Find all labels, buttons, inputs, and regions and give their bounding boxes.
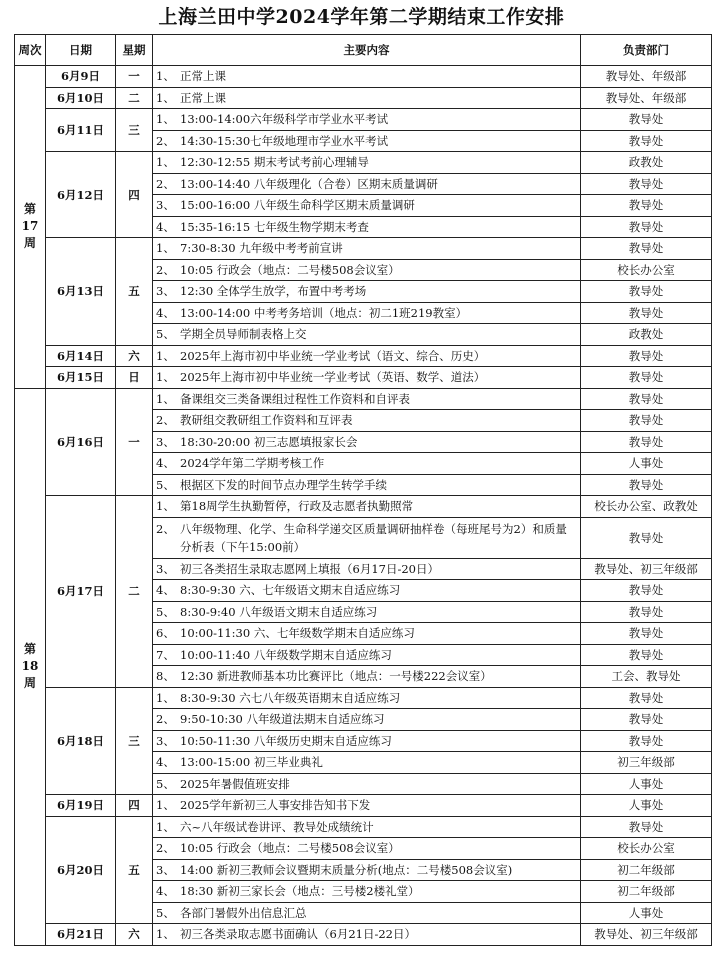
item-number: 3、 [156,434,175,449]
dept-cell: 教导处、年级部 [581,66,712,88]
item-text: 八年级物理、化学、生命科学递交区质量调研抽样卷（每班尾号为2）和质量分析表（下午15:00前） [180,521,567,554]
header-weekday: 星期 [116,35,153,66]
content-cell [153,687,581,709]
item-number: 1、 [156,499,175,514]
table-row [15,496,712,518]
item-text: 2025学年新初三人事安排告知书下发 [180,798,371,813]
content-cell [153,795,581,817]
date-cell: 6月10日 [46,87,116,109]
item-number: 3、 [156,198,175,213]
item-number: 7、 [156,647,175,662]
date-cell: 6月19日 [46,795,116,817]
item-number: 3、 [156,284,175,299]
item-number: 2、 [156,841,175,856]
item-text: 14:30-15:30七年级地理市学业水平考试 [180,133,389,148]
item-text: 2024学年第二学期考核工作 [180,456,325,471]
table-row [15,109,712,131]
content-cell [153,773,581,795]
item-text: 18:30-20:00 初三志愿填报家长会 [180,434,358,449]
dept-cell: 教导处 [581,238,712,260]
table-row [15,388,712,410]
dept-cell: 教导处 [581,474,712,496]
weekday-cell: 三 [116,109,153,152]
content-cell [153,453,581,475]
dept-cell: 教导处 [581,431,712,453]
weekday-cell: 三 [116,687,153,795]
item-number: 3、 [156,862,175,877]
date-cell: 6月11日 [46,109,116,152]
content-cell [153,859,581,881]
weekday-cell: 一 [116,66,153,88]
item-text: 10:50-11:30 八年级历史期末自适应练习 [180,733,392,748]
content-cell [153,902,581,924]
dept-cell: 初二年级部 [581,881,712,903]
header-date: 日期 [46,35,116,66]
item-text: 14:00 新初三教师会议暨期末质量分析(地点：二号楼508会议室) [180,862,513,877]
item-text: 2025年上海市初中毕业统一学业考试（语文、综合、历史） [180,348,486,363]
weekday-cell: 二 [116,87,153,109]
item-number: 4、 [156,219,175,234]
item-text: 8:30-9:40 八年级语文期末自适应练习 [180,604,378,619]
item-number: 1、 [156,391,175,406]
dept-cell: 教导处、年级部 [581,87,712,109]
item-text: 教研组交教研组工作资料和互评表 [180,413,353,428]
table-row [15,816,712,838]
item-text: 13:00-14:00六年级科学市学业水平考试 [180,112,389,127]
item-number: 2、 [156,712,175,727]
weekday-cell: 四 [116,795,153,817]
dept-cell: 教导处、初三年级部 [581,558,712,580]
dept-cell: 教导处 [581,173,712,195]
dept-cell: 教导处 [581,517,712,558]
table-body [15,66,712,946]
dept-cell: 校长办公室 [581,259,712,281]
dept-cell: 教导处 [581,730,712,752]
item-number: 1、 [156,927,175,942]
dept-cell: 初三年级部 [581,752,712,774]
content-cell [153,410,581,432]
item-number: 4、 [156,583,175,598]
date-cell: 6月16日 [46,388,116,496]
item-number: 5、 [156,604,175,619]
item-number: 4、 [156,755,175,770]
item-number: 1、 [156,69,175,84]
header-content: 主要内容 [153,35,581,66]
item-number: 5、 [156,776,175,791]
item-number: 4、 [156,884,175,899]
dept-cell: 教导处 [581,195,712,217]
dept-cell: 教导处 [581,709,712,731]
item-text: 8:30-9:30 六、七年级语文期末自适应练习 [180,583,401,598]
content-cell [153,517,581,558]
dept-cell: 人事处 [581,795,712,817]
dept-cell: 政教处 [581,324,712,346]
content-cell [153,367,581,389]
item-number: 4、 [156,305,175,320]
table-row [15,87,712,109]
date-cell: 6月14日 [46,345,116,367]
item-text: 初三各类录取志愿书面确认（6月21日-22日） [180,927,416,942]
dept-cell: 教导处 [581,687,712,709]
item-text: 13:00-14:40 八年级理化（合卷）区期末质量调研 [180,176,438,191]
table-row [15,795,712,817]
date-cell: 6月13日 [46,238,116,346]
item-text: 7:30-8:30 九年级中考考前宣讲 [180,241,343,256]
table-row [15,66,712,88]
date-cell: 6月18日 [46,687,116,795]
dept-cell: 校长办公室、政教处 [581,496,712,518]
date-cell: 6月15日 [46,367,116,389]
weekday-cell: 六 [116,924,153,946]
table-row [15,924,712,946]
item-number: 2、 [156,413,175,428]
item-text: 第18周学生执勤暂停，行政及志愿者执勤照常 [180,499,414,514]
table-row [15,238,712,260]
week-cell: 第 17 周 [15,66,46,389]
item-number: 1、 [156,819,175,834]
dept-cell: 教导处 [581,345,712,367]
item-text: 根据区下发的时间节点办理学生转学手续 [180,477,387,492]
content-cell [153,474,581,496]
item-number: 4、 [156,456,175,471]
date-cell: 6月21日 [46,924,116,946]
date-cell: 6月9日 [46,66,116,88]
item-number: 1、 [156,798,175,813]
weekday-cell: 一 [116,388,153,496]
dept-cell: 教导处 [581,601,712,623]
content-cell [153,580,581,602]
table-row [15,687,712,709]
item-number: 1、 [156,155,175,170]
content-cell [153,666,581,688]
content-cell [153,881,581,903]
dept-cell: 政教处 [581,152,712,174]
item-text: 学期全员导师制表格上交 [180,327,307,342]
item-number: 2、 [156,521,175,536]
content-cell [153,238,581,260]
item-text: 正常上课 [180,90,226,105]
dept-cell: 教导处 [581,388,712,410]
content-cell [153,173,581,195]
content-cell [153,838,581,860]
item-text: 15:00-16:00 八年级生命科学区期末质量调研 [180,198,415,213]
dept-cell: 工会、教导处 [581,666,712,688]
content-cell [153,345,581,367]
dept-cell: 教导处、初三年级部 [581,924,712,946]
weekday-cell: 五 [116,816,153,924]
item-number: 2、 [156,133,175,148]
item-text: 9:50-10:30 八年级道法期末自适应练习 [180,712,385,727]
dept-cell: 教导处 [581,281,712,303]
item-text: 10:05 行政会（地点：二号楼508会议室） [180,262,400,277]
item-text: 初三各类招生录取志愿网上填报（6月17日-20日） [180,561,439,576]
item-text: 12:30-12:55 期末考试考前心理辅导 [180,155,369,170]
item-text: 10:00-11:40 八年级数学期末自适应练习 [180,647,392,662]
date-cell: 6月20日 [46,816,116,924]
content-cell [153,924,581,946]
header-week: 周次 [15,35,46,66]
item-number: 2、 [156,176,175,191]
content-cell [153,644,581,666]
header-dept: 负责部门 [581,35,712,66]
item-text: 10:00-11:30 六、七年级数学期末自适应练习 [180,626,415,641]
dept-cell: 初二年级部 [581,859,712,881]
dept-cell: 教导处 [581,130,712,152]
dept-cell: 教导处 [581,216,712,238]
dept-cell: 教导处 [581,816,712,838]
item-number: 1、 [156,241,175,256]
content-cell [153,709,581,731]
weekday-cell: 二 [116,496,153,688]
item-number: 2、 [156,262,175,277]
item-number: 5、 [156,905,175,920]
dept-cell: 教导处 [581,410,712,432]
item-text: 2025年暑假值班安排 [180,776,290,791]
item-text: 18:30 新初三家长会（地点：三号楼2楼礼堂） [180,884,420,899]
schedule-table [14,34,712,946]
content-cell [153,87,581,109]
content-cell [153,302,581,324]
content-cell [153,152,581,174]
table-row [15,345,712,367]
content-cell [153,130,581,152]
dept-cell: 教导处 [581,109,712,131]
dept-cell: 人事处 [581,453,712,475]
item-text: 13:00-14:00 中考考务培训（地点：初二1班219教室） [180,305,468,320]
item-text: 六~八年级试卷讲评、教导处成绩统计 [180,819,374,834]
dept-cell: 教导处 [581,367,712,389]
dept-cell: 教导处 [581,623,712,645]
dept-cell: 人事处 [581,902,712,924]
table-header-row [15,35,712,66]
item-number: 1、 [156,348,175,363]
content-cell [153,109,581,131]
content-cell [153,259,581,281]
weekday-cell: 五 [116,238,153,346]
dept-cell: 教导处 [581,580,712,602]
content-cell [153,601,581,623]
page-title: 上海兰田中学2024学年第二学期结束工作安排 [158,6,565,28]
weekday-cell: 四 [116,152,153,238]
week-cell: 第 18 周 [15,388,46,945]
dept-cell: 教导处 [581,644,712,666]
content-cell [153,431,581,453]
dept-cell: 教导处 [581,302,712,324]
dept-cell: 人事处 [581,773,712,795]
item-text: 12:30 新进教师基本功比赛评比（地点：一号楼222会议室） [180,669,492,684]
item-text: 13:00-15:00 初三毕业典礼 [180,755,323,770]
content-cell [153,623,581,645]
content-cell [153,281,581,303]
date-cell: 6月12日 [46,152,116,238]
item-number: 1、 [156,690,175,705]
content-cell [153,195,581,217]
weekday-cell: 六 [116,345,153,367]
item-text: 备课组交三类备课组过程性工作资料和自评表 [180,391,410,406]
content-cell [153,730,581,752]
item-number: 3、 [156,561,175,576]
weekday-cell: 日 [116,367,153,389]
content-cell [153,324,581,346]
table-row [15,367,712,389]
item-text: 各部门暑假外出信息汇总 [180,905,307,920]
item-text: 15:35-16:15 七年级生物学期末考查 [180,219,369,234]
item-text: 正常上课 [180,69,226,84]
dept-cell: 校长办公室 [581,838,712,860]
item-number: 8、 [156,669,175,684]
item-number: 1、 [156,112,175,127]
content-cell [153,752,581,774]
item-number: 1、 [156,370,175,385]
item-text: 12:30 全体学生放学，布置中考考场 [180,284,367,299]
content-cell [153,388,581,410]
item-number: 3、 [156,733,175,748]
content-cell [153,66,581,88]
item-text: 2025年上海市初中毕业统一学业考试（英语、数学、道法） [180,370,486,385]
table-row [15,152,712,174]
content-cell [153,558,581,580]
content-cell [153,816,581,838]
item-number: 5、 [156,477,175,492]
item-number: 1、 [156,90,175,105]
item-text: 10:05 行政会（地点：二号楼508会议室） [180,841,400,856]
item-number: 6、 [156,626,175,641]
content-cell [153,216,581,238]
content-cell [153,496,581,518]
date-cell: 6月17日 [46,496,116,688]
item-text: 8:30-9:30 六七八年级英语期末自适应练习 [180,690,401,705]
item-number: 5、 [156,327,175,342]
